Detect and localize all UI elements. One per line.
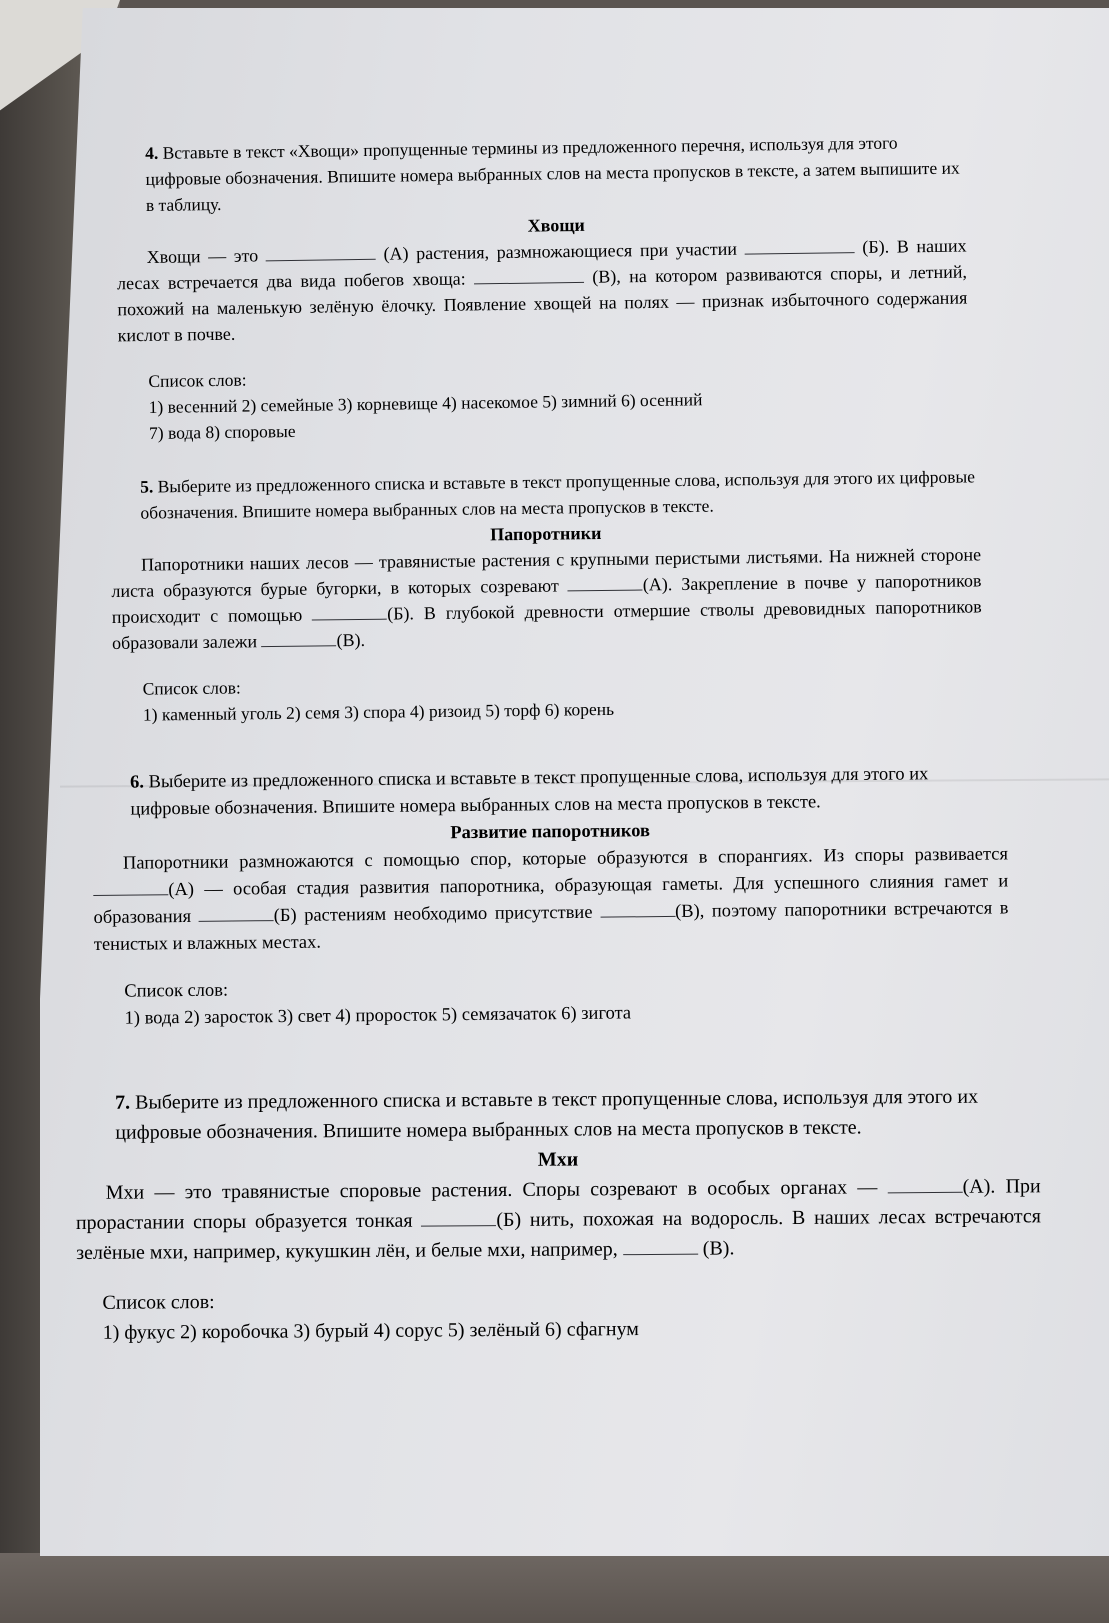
word-list-line: 1) весенний 2) семейные 3) корневище 4) насекомое 5) зимний 6) осенний (148, 389, 703, 417)
text-part: (В). (702, 1237, 735, 1260)
answer-blank-b[interactable] (312, 605, 387, 621)
text-part: Папоротники наших лесов — травянистые растения с крупными перистыми листьями. На нижней стороне листа образуются бурые бугорки, в которых созревают (111, 544, 982, 601)
answer-blank-a[interactable] (888, 1178, 963, 1194)
word-list-line: 1) каменный уголь 2) семя 3) спора 4) ризоид 5) торф 6) корень (142, 698, 615, 725)
text-part: (А) — особая стадия развития папоротника, образующая гаметы. Для успешного слияния гамет и образования (93, 871, 1009, 928)
task-instruction-text: Выберите из предложенного списка и вставьте в текст пропущенные слова, используя для этого их цифровые обозначения. Впишите номера выбранных слов на места пропусков в тексте. (130, 764, 929, 820)
task-title: Хвощи (527, 214, 585, 236)
text-part: Хвощи — это (146, 245, 259, 267)
text-part: (Б) нить, похожая на водоросль. В наших лесах встречаются зелёные мхи, например, кукушкин лён, и белые мхи, например, (76, 1205, 1041, 1264)
background-table-bottom (0, 1553, 1109, 1623)
task-instruction-text: Выберите из предложенного списка и вставьте в текст пропущенные слова, используя для этого их цифровые обозначения. Впишите номера выбранных слов на места пропусков в тексте. (140, 466, 976, 523)
task-text (111, 541, 982, 656)
word-list-title: Список слов: (148, 369, 247, 391)
text-part: (В). (336, 629, 366, 651)
answer-blank-v[interactable] (474, 268, 584, 285)
answer-blank-v[interactable] (600, 902, 675, 918)
task-title: Папоротники (490, 523, 602, 545)
answer-blank-a[interactable] (568, 575, 643, 591)
text-part: Папоротники размножаются с помощью спор, которые образуются в спорангиях. Из споры развивается (122, 844, 1009, 874)
task-text (116, 233, 967, 349)
text-part: (Б) растениям необходимо присутствие (273, 902, 593, 927)
text-part: (Б). В наших лесах встречается два вида побегов хвоща: (116, 235, 967, 294)
task-text (93, 841, 1009, 959)
answer-blank-b[interactable] (199, 906, 274, 922)
task-instruction-text: Выберите из предложенного списка и вставьте в текст пропущенные слова, используя для этого их цифровые обозначения. Впишите номера выбранных слов на места пропусков в тексте. (115, 1085, 979, 1144)
task-6 (92, 760, 1010, 1033)
answer-blank-v[interactable] (623, 1240, 698, 1256)
text-part: (В), поэтому папоротники встречаются в тенистых и влажных местах. (93, 898, 1009, 955)
task-instruction (75, 1081, 1040, 1148)
answer-blank-a[interactable] (93, 880, 168, 896)
text-part: Мхи — это травянистые споровые растения. Споры созревают в особых органах — (105, 1176, 878, 1204)
task-4 (116, 129, 969, 446)
answer-blank-b[interactable] (421, 1211, 496, 1227)
answer-blank-a[interactable] (266, 245, 376, 262)
task-number: 4. (145, 142, 159, 163)
word-list-title: Список слов: (142, 677, 241, 699)
text-part: (Б). В глубокой древности отмершие стволы древовидных папоротников образовали залежи (111, 596, 982, 653)
word-list-title: Список слов: (102, 1291, 215, 1314)
word-list-line: 1) вода 2) заросток 3) свет 4) проросток 5) семязачаток 6) зигота (124, 1003, 632, 1029)
word-list-line: 1) фукус 2) коробочка 3) бурый 4) сорус 5) зелёный 6) сфагнум (102, 1318, 640, 1344)
task-title: Развитие папоротников (450, 821, 651, 844)
task-title: Мхи (537, 1148, 579, 1171)
task-number: 7. (115, 1091, 131, 1114)
task-text (76, 1171, 1042, 1268)
task-5 (110, 463, 983, 728)
word-list-title: Список слов: (124, 980, 229, 1002)
task-number: 6. (130, 772, 145, 793)
text-part: (А). При прорастании споры образуется тонкая (75, 1175, 1041, 1234)
task-instruction (92, 760, 1008, 824)
text-part: (А) растения, размножающиеся при участии (383, 238, 738, 264)
word-list-line: 7) вода 8) споровые (148, 420, 296, 443)
task-instruction (145, 129, 966, 218)
task-7 (75, 1081, 1042, 1348)
text-part: (В), на котором развиваются споры, и летний, похожий на маленькую зелёную ёлочку. Появление хвощей на полях — признак избыточного содержания кислот в почве. (117, 261, 968, 346)
task-number: 5. (140, 476, 154, 497)
task-instruction-text: Вставьте в текст «Хвощи» пропущенные термины из предложенного перечня, используя для этого цифровые обозначения. Впишите номера выбранных слов на места пропусков в тексте, а затем выпишите их в таблицу. (145, 132, 960, 215)
answer-blank-b[interactable] (744, 238, 854, 255)
text-part: (А). Закрепление в почве у папоротников происходит с помощью (111, 570, 982, 627)
answer-blank-v[interactable] (261, 631, 336, 647)
